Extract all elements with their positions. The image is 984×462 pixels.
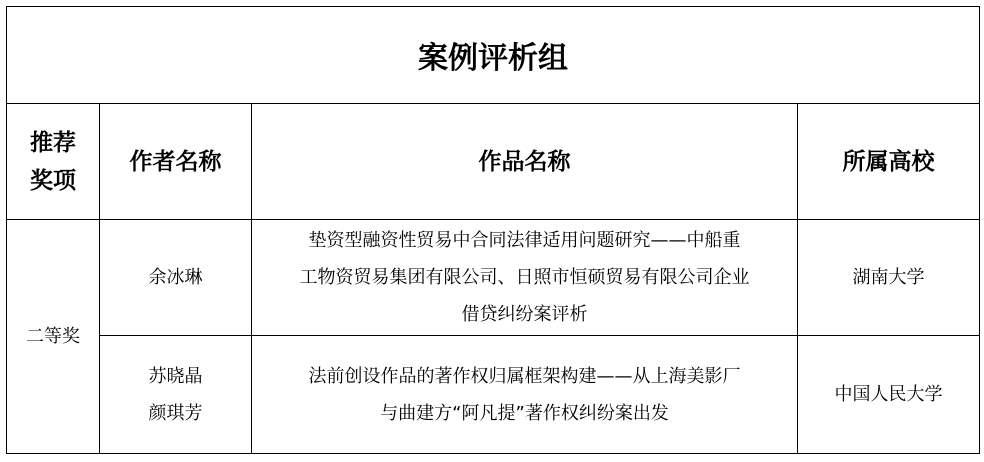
header-school: 所属高校: [798, 104, 980, 220]
author-name: 苏晓晶: [148, 365, 203, 387]
work-cell: [252, 220, 798, 336]
work-title-line: 垫资型融资性贸易中合同法律适用问题研究——中船重: [308, 230, 741, 251]
award-table: [6, 6, 980, 454]
work-title-line: 与曲建方“阿凡提”著作权纠纷案出发: [380, 402, 669, 424]
author-cell: [100, 220, 252, 336]
award-level: 二等奖: [7, 220, 100, 454]
author-name: 颜琪芳: [148, 402, 203, 424]
author-name: 余冰琳: [148, 267, 203, 288]
table-row: [7, 220, 980, 336]
header-award-line2: 奖项: [30, 167, 76, 194]
work-title-line: 法前创设作品的著作权归属框架构建——从上海美影厂: [308, 365, 741, 387]
work-title-line: 借贷纠纷案评析: [461, 304, 588, 325]
school-cell: 中国人民大学: [798, 336, 980, 454]
header-award-line1: 推荐: [30, 129, 76, 156]
work-title-line: 工物资贸易集团有限公司、日照市恒硕贸易有限公司企业: [299, 267, 750, 288]
header-row: [7, 104, 980, 220]
author-cell: [100, 336, 252, 454]
school-cell: 湖南大学: [798, 220, 980, 336]
table-title: 案例评析组: [7, 7, 980, 104]
table-row: [7, 336, 980, 454]
header-author: 作者名称: [100, 104, 252, 220]
header-award: [7, 104, 100, 220]
work-cell: [252, 336, 798, 454]
header-work: 作品名称: [252, 104, 798, 220]
